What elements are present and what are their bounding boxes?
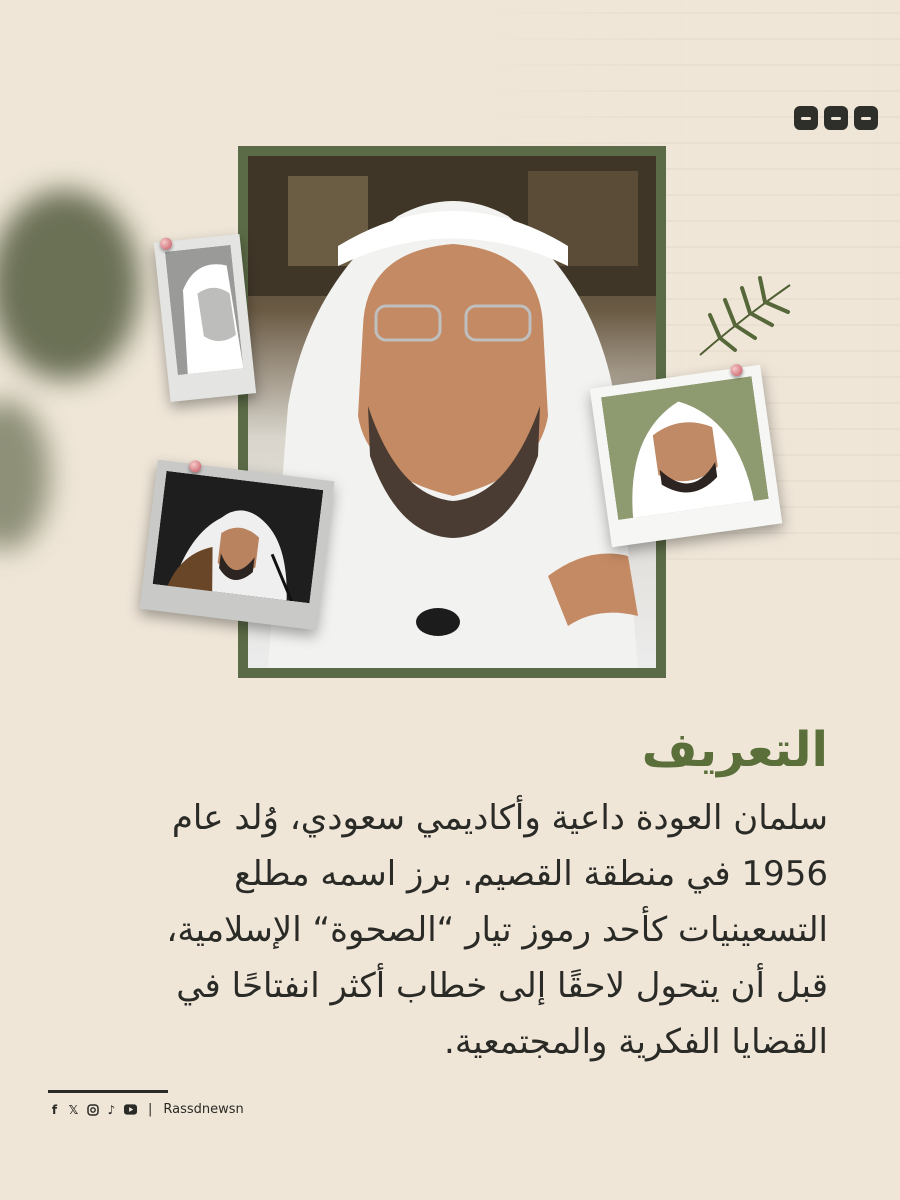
polaroid-photo	[140, 460, 335, 631]
youtube-icon[interactable]	[124, 1103, 137, 1116]
instagram-icon[interactable]	[86, 1103, 99, 1116]
social-footer	[48, 1102, 244, 1117]
section-title: التعريف	[641, 722, 828, 778]
brand-logo	[794, 106, 878, 130]
body-line: 1956 في منطقة القصيم. برز اسمه مطلع	[234, 854, 828, 894]
logo-block	[824, 106, 848, 130]
pushpin-icon	[189, 460, 202, 473]
facebook-icon[interactable]: f	[51, 1102, 58, 1117]
logo-block	[794, 106, 818, 130]
footer-separator: |	[148, 1102, 153, 1117]
footer-divider	[48, 1090, 168, 1093]
body-line: التسعينيات كأحد رموز تيار “الصحوة“ الإسلامية،	[166, 910, 828, 950]
body-line: قبل أن يتحول لاحقًا إلى خطاب أكثر انفتاحًا في	[176, 966, 828, 1006]
pushpin-icon	[159, 237, 172, 250]
polaroid-portrait	[601, 376, 769, 520]
blurred-leaf-decoration	[0, 190, 140, 380]
body-line: سلمان العودة داعية وأكاديمي سعودي، وُلد عام	[171, 798, 828, 838]
palm-leaf-icon	[690, 270, 800, 360]
polaroid-portrait	[165, 245, 244, 375]
polaroid-photo	[154, 234, 256, 402]
pushpin-icon	[730, 363, 744, 377]
polaroid-photo	[590, 365, 783, 547]
body-line: القضايا الفكرية والمجتمعية.	[444, 1022, 828, 1062]
blurred-leaf-decoration	[0, 400, 50, 550]
body-text	[68, 790, 828, 1070]
x-icon[interactable]: 𝕏	[68, 1102, 79, 1117]
polaroid-portrait	[153, 471, 324, 603]
tiktok-icon[interactable]: ♪	[107, 1102, 116, 1117]
social-handle[interactable]: Rassdnewsn	[163, 1102, 244, 1117]
logo-block	[854, 106, 878, 130]
